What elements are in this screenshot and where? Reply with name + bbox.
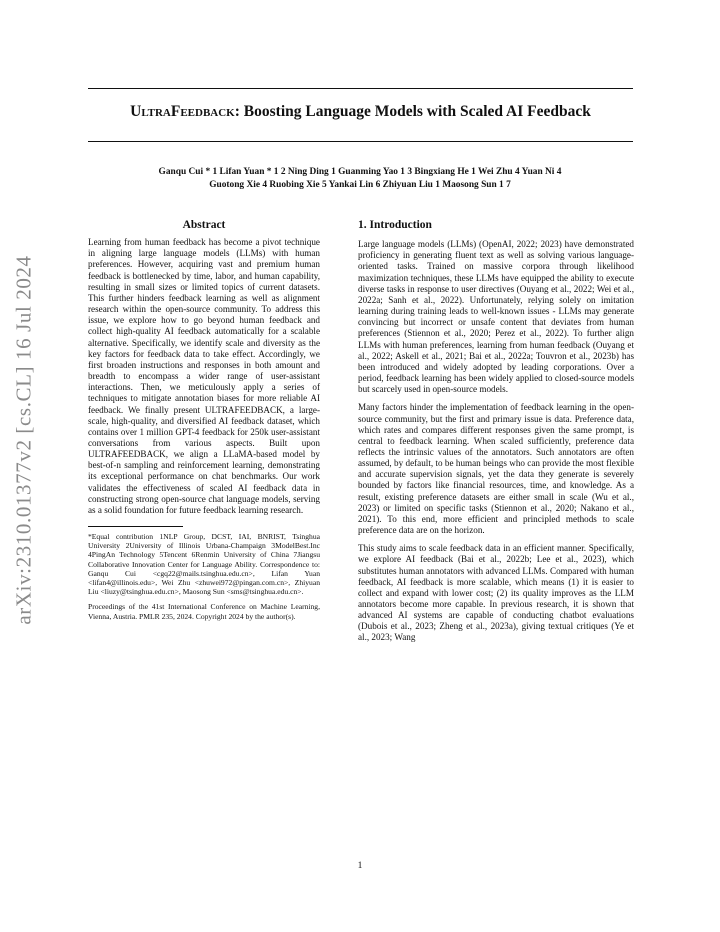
author-line-1: Ganqu Cui * 1 Lifan Yuan * 1 2 Ning Ding 1 Guanming Yao 1 3 Bingxiang He 1 Wei Zhu 4 Yuan Ni 4 <box>158 167 562 177</box>
intro-paragraph-1: Large language models (LLMs) (OpenAI, 2022; 2023) have demonstrated proficiency in generating fluent text as well as solving various language-oriented tasks. Trained on massive corpora through likelihood maximization techniques, these LLMs have equipped the ability to execute diverse tasks in response to user directives (Ouyang et al., 2022; Wei et al., 2022a; Sanh et al., 2022). Unfortunately, relying solely on imitation learning during training leads to well-known issues - LLMs may generate convincing but incorrect or unsafe content that deviates from human preferences (Stiennon et al., 2020; Perez et al., 2022). To further align LLMs with human preferences, learning from human feedback (Ouyang et al., 2022; Askell et al., 2021; Bai et al., 2022a; Touvron et al., 2023b) has been introduced and widely adopted by leading corporations. Over a period, feedback learning has been widely applied to closed-source models but scarcely used in open-source models. <box>358 239 634 395</box>
intro-paragraph-3: This study aims to scale feedback data in an efficient manner. Specifically, we explore AI feedback (Bai et al., 2022b; Lee et al., 2023), which substitutes human annotators with advanced LLMs. Compared with human feedback, AI feedback is more scalable, which means (1) it is easier to collect and expand with lower cost; (2) its quality improves as the LLM annotators become more capable. In previous research, it is shown that advanced AI systems are capable of conducting chatbot evaluations (Dubois et al., 2023; Zheng et al., 2023a), giving textual critiques (Ye et al., 2023; Wang <box>358 543 634 643</box>
paper-title-name: UltraFeedback <box>130 103 235 120</box>
left-column <box>88 220 320 621</box>
author-line-2: Guotong Xie 4 Ruobing Xie 5 Yankai Lin 6 Zhiyuan Liu 1 Maosong Sun 1 7 <box>209 180 511 190</box>
paper-title-rest: : Boosting Language Models with Scaled AI Feedback <box>234 103 591 120</box>
abstract-text: Learning from human feedback has become a pivot technique in aligning large language models (LLMs) with human preferences. However, acquiring vast and premium human feedback is bottlenecked by time, labor, and human capability, resulting in small sizes or limited topics of current datasets. This further hinders feedback learning as well as alignment research within the open-source community. To address this issue, we explore how to go beyond human feedback and collect high-quality AI feedback automatically for a scalable alternative. Specifically, we identify scale and diversity as the key factors for feedback data to take effect. Accordingly, we first broaden instructions and responses in both amount and breadth to encompass a wider range of user-assistant interactions. Then, we meticulously apply a series of techniques to mitigate annotation biases for more reliable AI feedback. We finally present ULTRAFEEDBACK, a large-scale, high-quality, and diversified AI feedback dataset, which contains over 1 million GPT-4 feedback for 250k user-assistant conversations from various aspects. Built upon ULTRAFEEDBACK, we align a LLaMA-based model by best-of-n sampling and reinforcement learning, demonstrating its exceptional performance on chat benchmarks. Our work validates the effectiveness of scaled AI feedback data in constructing strong open-source chat language models, serving as a solid foundation for future feedback learning research. <box>88 237 320 515</box>
title-bottom-rule <box>88 141 633 142</box>
arxiv-stamp <box>4 240 44 640</box>
paper-title <box>88 103 633 121</box>
proceedings-note: Proceedings of the 41st International Conference on Machine Learning, Vienna, Austria. PMLR 235, 2024. Copyright 2024 by the author(s). <box>88 602 320 621</box>
affiliation-footnote: *Equal contribution 1NLP Group, DCST, IAI, BNRIST, Tsinghua University 2University of Illinois Urbana-Champaign 3ModelBest.Inc 4PingAn Technology 5Tencent 6Renmin University of China 7Jiangsu Collaborative Innovation Center for Language Ability. Correspondence to: Ganqu Cui <cgq22@mails.tsinghua.edu.cn>, Lifan Yuan <lifan4@illinois.edu>, Wei Zhu <zhuwei972@pingan.com.cn>, Zhiyuan Liu <liuzy@tsinghua.edu.cn>, Maosong Sun <sms@tsinghua.edu.cn>. <box>88 532 320 597</box>
intro-paragraph-2: Many factors hinder the implementation of feedback learning in the open-source community, but the first and primary issue is data. Preference data, which rates and compares different responses given the same prompt, is central to feedback learning. When scaled sufficiently, preference data reflects the intrinsic values of the annotators. Such annotators are often assumed, by default, to be human beings who can provide the most flexible and accurate supervision signals, yet the data they generate is severely bounded by factors like financial resources, time, and knowledge. As a result, existing preference datasets are either small in scale (Wu et al., 2023) or limited on specific tasks (Stiennon et al., 2020; Nakano et al., 2021). To this end, more efficient and principled methods to scale preference data are on the horizon. <box>358 402 634 536</box>
arxiv-stamp-text: arXiv:2310.01377v2 [cs.CL] 16 Jul 2024 <box>11 255 36 625</box>
abstract-heading: Abstract <box>182 219 226 231</box>
author-list <box>100 166 620 192</box>
right-column <box>358 220 634 651</box>
introduction-heading: 1. Introduction <box>358 219 432 231</box>
footnote-rule <box>88 526 183 527</box>
title-top-rule <box>88 88 633 89</box>
page-number: 1 <box>357 861 363 871</box>
